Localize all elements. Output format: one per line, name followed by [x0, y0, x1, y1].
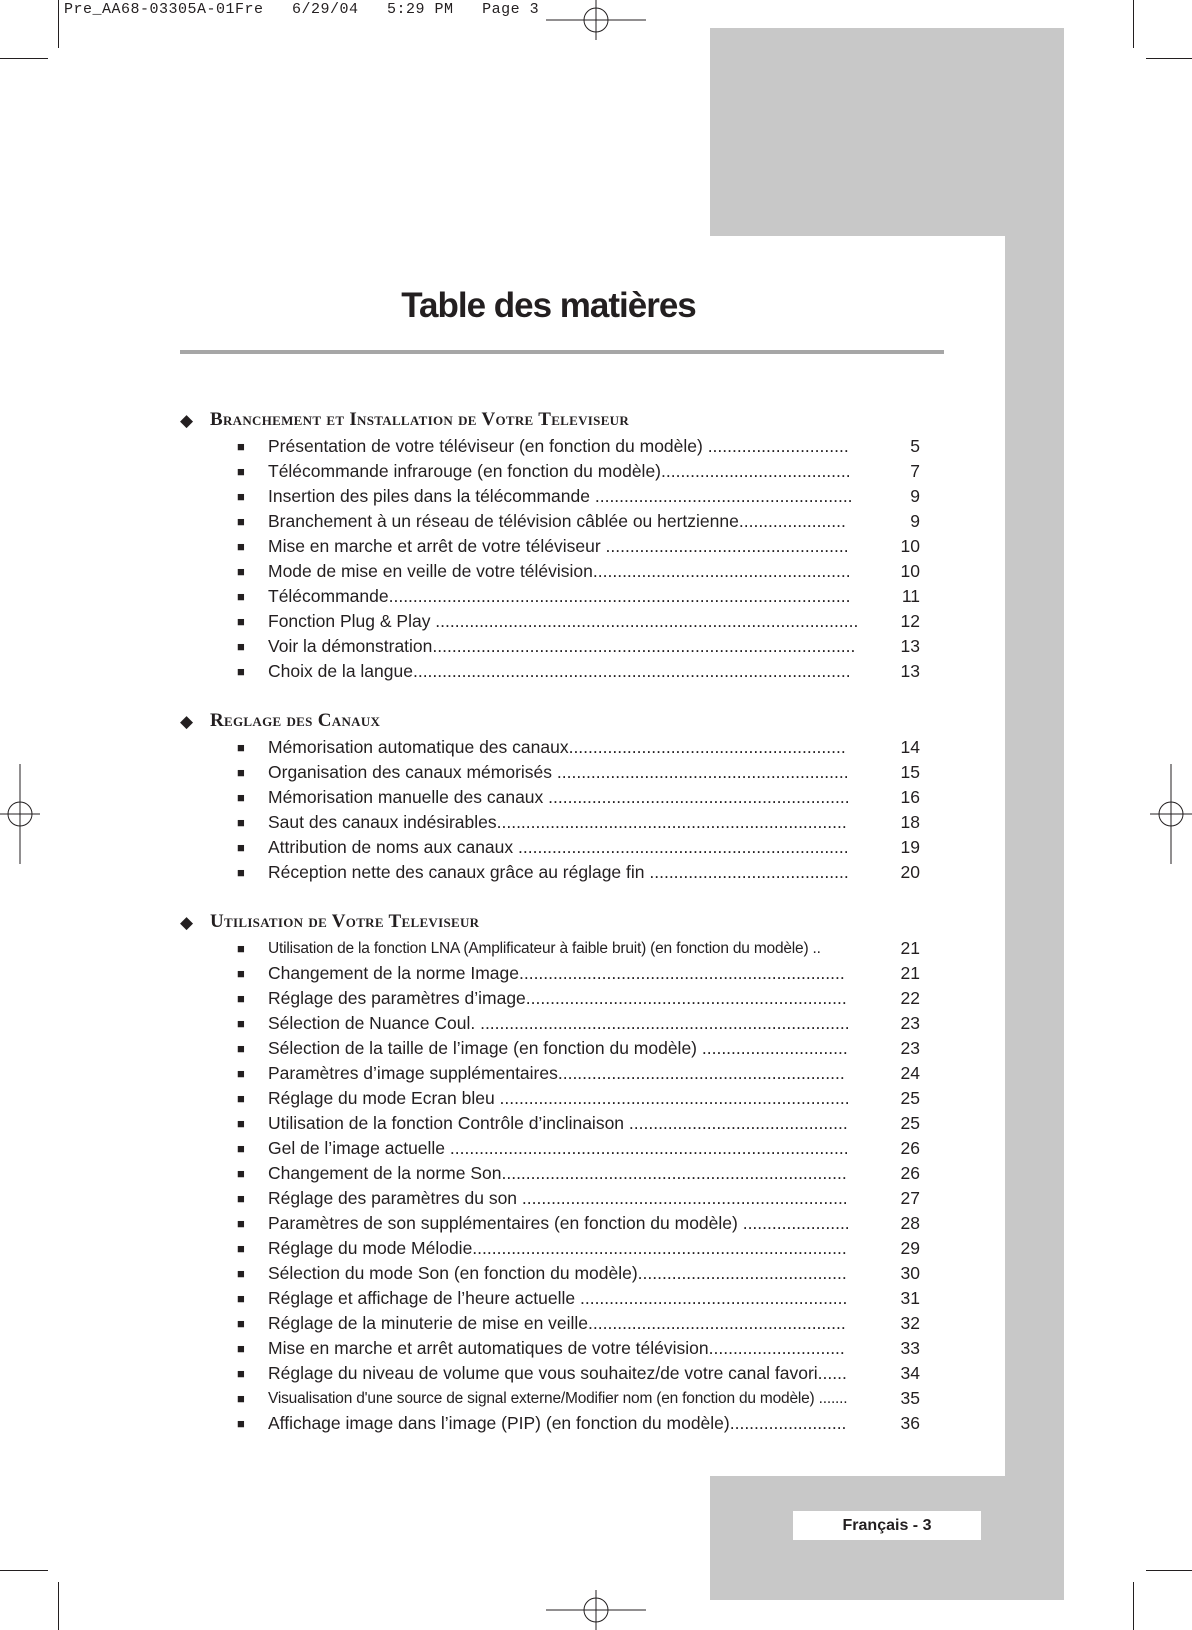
toc-entry-label: Insertion des piles dans la télécommande ..................................................... [268, 486, 853, 506]
square-bullet-icon: ■ [237, 1291, 245, 1306]
toc-entry [180, 659, 950, 684]
toc-entry-label: Utilisation de la fonction Contrôle d’inclinaison ............................................. [268, 1113, 848, 1133]
toc-entry-page: 23 [900, 1038, 920, 1058]
crop-mark [1146, 1570, 1192, 1571]
toc-entry-label: Réception nette des canaux grâce au réglage fin ......................................... [268, 862, 849, 882]
toc-entry-page: 20 [900, 862, 920, 882]
toc-entry [180, 1036, 950, 1061]
toc-section [180, 406, 950, 684]
toc-entry-page: 12 [900, 611, 920, 631]
square-bullet-icon: ■ [237, 539, 245, 554]
square-bullet-icon: ■ [237, 740, 245, 755]
crop-mark [1146, 58, 1192, 59]
section-heading-row [180, 406, 950, 434]
toc-entry-page: 26 [900, 1163, 920, 1183]
toc-entry [180, 634, 950, 659]
table-of-contents [180, 406, 950, 1459]
square-bullet-icon: ■ [237, 1041, 245, 1056]
toc-entry-page: 31 [900, 1288, 920, 1308]
toc-entry-label: Visualisation d'une source de signal externe/Modifier nom (en fonction du modèle) ....... [268, 1389, 848, 1407]
crop-mark [0, 1570, 48, 1571]
square-bullet-icon: ■ [237, 1266, 245, 1281]
square-bullet-icon: ■ [237, 865, 245, 880]
square-bullet-icon: ■ [237, 1091, 245, 1106]
gray-block-top [710, 28, 1064, 236]
section-heading: Utilisation de Votre Televiseur [210, 911, 480, 932]
toc-entry-page: 30 [900, 1263, 920, 1283]
toc-entry-label: Réglage du niveau de volume que vous souhaitez/de votre canal favori...... [268, 1363, 847, 1383]
toc-entry-label: Organisation des canaux mémorisés ............................................................ [268, 762, 849, 782]
toc-entry-label: Mise en marche et arrêt de votre téléviseur .................................................. [268, 536, 849, 556]
toc-entry [180, 1111, 950, 1136]
toc-entry-page: 33 [900, 1338, 920, 1358]
toc-entry-label: Affichage image dans l’image (PIP) (en fonction du modèle)........................ [268, 1413, 847, 1433]
toc-entry [180, 986, 950, 1011]
toc-entry-page: 28 [900, 1213, 920, 1233]
toc-entry-page: 13 [900, 661, 920, 681]
toc-entry-label: Réglage des paramètres d’image.................................................................. [268, 988, 847, 1008]
toc-entry [180, 1261, 950, 1286]
diamond-icon: ◆ [180, 711, 194, 731]
toc-entry [180, 1236, 950, 1261]
toc-entry [180, 509, 950, 534]
toc-entry-page: 32 [900, 1313, 920, 1333]
square-bullet-icon: ■ [237, 614, 245, 629]
crop-mark [58, 1582, 59, 1630]
square-bullet-icon: ■ [237, 1216, 245, 1231]
crop-mark [58, 0, 59, 48]
toc-entry-label: Réglage du mode Ecran bleu ........................................................................ [268, 1088, 850, 1108]
toc-entry [180, 810, 950, 835]
toc-entry-label: Gel de l’image actuelle .................................................................................. [268, 1138, 849, 1158]
toc-entry [180, 534, 950, 559]
toc-entry-page: 23 [900, 1013, 920, 1033]
toc-entry [180, 1086, 950, 1111]
toc-entry [180, 1136, 950, 1161]
registration-mark-icon [546, 1590, 646, 1630]
toc-entry-page: 24 [900, 1063, 920, 1083]
toc-entry-label: Mode de mise en veille de votre télévision..................................................... [268, 561, 851, 581]
square-bullet-icon: ■ [237, 1341, 245, 1356]
crop-mark [0, 58, 48, 59]
square-bullet-icon: ■ [237, 664, 245, 679]
toc-entry-label: Choix de la langue.......................................................................................... [268, 661, 851, 681]
toc-entry [180, 1186, 950, 1211]
square-bullet-icon: ■ [237, 1416, 245, 1431]
toc-entry-page: 25 [900, 1113, 920, 1133]
toc-entry [180, 760, 950, 785]
toc-entry-label: Réglage du mode Mélodie............................................................................. [268, 1238, 847, 1258]
toc-entry-page: 36 [900, 1413, 920, 1433]
section-heading: Branchement et Installation de Votre Televiseur [210, 409, 630, 430]
toc-entry-page: 10 [900, 561, 920, 581]
toc-entry-label: Sélection du mode Son (en fonction du modèle)........................................... [268, 1263, 847, 1283]
square-bullet-icon: ■ [237, 1316, 245, 1331]
toc-entry-label: Changement de la norme Son....................................................................... [268, 1163, 847, 1183]
square-bullet-icon: ■ [237, 1066, 245, 1081]
print-slug: Pre_AA68-03305A-01Fre 6/29/04 5:29 PM Page 3 [64, 1, 540, 18]
registration-mark-icon [1150, 764, 1192, 864]
toc-entry-label: Utilisation de la fonction LNA (Amplificateur à faible bruit) (en fonction du modèle) .. [268, 939, 821, 957]
toc-entry-page: 25 [900, 1088, 920, 1108]
square-bullet-icon: ■ [237, 489, 245, 504]
toc-entry-label: Télécommande............................................................................................... [268, 586, 851, 606]
toc-entry-label: Paramètres d’image supplémentaires........................................................... [268, 1063, 845, 1083]
toc-entry-page: 18 [900, 812, 920, 832]
toc-entry [180, 1286, 950, 1311]
square-bullet-icon: ■ [237, 941, 245, 956]
toc-entry-label: Mise en marche et arrêt automatiques de votre télévision............................ [268, 1338, 845, 1358]
diamond-icon: ◆ [180, 410, 194, 430]
toc-entry-page: 13 [900, 636, 920, 656]
square-bullet-icon: ■ [237, 966, 245, 981]
toc-entry-page: 21 [900, 938, 920, 958]
toc-entry-label: Branchement à un réseau de télévision câblée ou hertzienne...................... [268, 511, 846, 531]
toc-entry [180, 1011, 950, 1036]
toc-entry [180, 1311, 950, 1336]
section-heading-row [180, 908, 950, 936]
toc-entry-page: 29 [900, 1238, 920, 1258]
toc-entry-page: 5 [910, 436, 920, 456]
toc-entry-label: Changement de la norme Image................................................................... [268, 963, 845, 983]
square-bullet-icon: ■ [237, 790, 245, 805]
square-bullet-icon: ■ [237, 639, 245, 654]
diamond-icon: ◆ [180, 912, 194, 932]
toc-entry-label: Télécommande infrarouge (en fonction du modèle)....................................... [268, 461, 851, 481]
toc-entry-label: Sélection de Nuance Coul. ............................................................................ [268, 1013, 850, 1033]
toc-entry-page: 9 [910, 511, 920, 531]
toc-entry [180, 559, 950, 584]
toc-entry [180, 936, 950, 961]
toc-entry [180, 584, 950, 609]
toc-entry [180, 1361, 950, 1386]
square-bullet-icon: ■ [237, 1191, 245, 1206]
toc-entry-page: 14 [900, 737, 920, 757]
title-divider [180, 350, 944, 354]
toc-section [180, 908, 950, 1436]
registration-mark-icon [0, 764, 40, 864]
toc-entry-label: Sélection de la taille de l’image (en fonction du modèle) .............................. [268, 1038, 848, 1058]
toc-entry [180, 835, 950, 860]
square-bullet-icon: ■ [237, 1016, 245, 1031]
toc-entry-page: 27 [900, 1188, 920, 1208]
square-bullet-icon: ■ [237, 1166, 245, 1181]
toc-entry [180, 961, 950, 986]
toc-entry-label: Attribution de noms aux canaux .................................................................... [268, 837, 849, 857]
square-bullet-icon: ■ [237, 765, 245, 780]
square-bullet-icon: ■ [237, 991, 245, 1006]
square-bullet-icon: ■ [237, 1366, 245, 1381]
square-bullet-icon: ■ [237, 439, 245, 454]
toc-entry [180, 1411, 950, 1436]
toc-entry-label: Réglage et affichage de l’heure actuelle ....................................................... [268, 1288, 848, 1308]
toc-entry-page: 34 [900, 1363, 920, 1383]
toc-entry-label: Voir la démonstration....................................................................................... [268, 636, 856, 656]
crop-mark [1133, 0, 1134, 48]
toc-entry-page: 22 [900, 988, 920, 1008]
toc-entry [180, 785, 950, 810]
section-heading-row [180, 707, 950, 735]
toc-entry-page: 16 [900, 787, 920, 807]
toc-entry [180, 484, 950, 509]
toc-entry-label: Paramètres de son supplémentaires (en fonction du modèle) ...................... [268, 1213, 850, 1233]
square-bullet-icon: ■ [237, 815, 245, 830]
toc-entry-label: Réglage de la minuterie de mise en veille..................................................... [268, 1313, 846, 1333]
toc-entry-label: Présentation de votre téléviseur (en fonction du modèle) ............................. [268, 436, 849, 456]
square-bullet-icon: ■ [237, 589, 245, 604]
section-heading: Reglage des Canaux [210, 710, 381, 731]
toc-entry-page: 19 [900, 837, 920, 857]
toc-entry-page: 7 [910, 461, 920, 481]
toc-entry-page: 9 [910, 486, 920, 506]
square-bullet-icon: ■ [237, 840, 245, 855]
toc-entry-page: 26 [900, 1138, 920, 1158]
square-bullet-icon: ■ [237, 564, 245, 579]
toc-entry-label: Réglage des paramètres du son ................................................................... [268, 1188, 848, 1208]
toc-entry [180, 609, 950, 634]
square-bullet-icon: ■ [237, 514, 245, 529]
toc-entry [180, 1061, 950, 1086]
toc-entry [180, 860, 950, 885]
toc-entry-page: 35 [900, 1388, 920, 1408]
toc-entry-label: Saut des canaux indésirables........................................................................ [268, 812, 847, 832]
page-title: Table des matières [401, 286, 696, 325]
toc-entry [180, 434, 950, 459]
toc-entry [180, 1386, 950, 1411]
toc-entry-label: Mémorisation automatique des canaux......................................................... [268, 737, 846, 757]
toc-entry [180, 459, 950, 484]
toc-entry [180, 735, 950, 760]
toc-entry [180, 1161, 950, 1186]
toc-entry-page: 21 [900, 963, 920, 983]
gray-block-side [1005, 236, 1064, 1476]
crop-mark [1133, 1582, 1134, 1630]
square-bullet-icon: ■ [237, 1116, 245, 1131]
square-bullet-icon: ■ [237, 1141, 245, 1156]
toc-entry-page: 11 [901, 586, 920, 606]
square-bullet-icon: ■ [237, 1391, 245, 1406]
toc-section [180, 707, 950, 885]
square-bullet-icon: ■ [237, 1241, 245, 1256]
toc-entry-label: Fonction Plug & Play ....................................................................................... [268, 611, 859, 631]
toc-entry-page: 10 [900, 536, 920, 556]
toc-entry [180, 1336, 950, 1361]
toc-entry [180, 1211, 950, 1236]
toc-entry-label: Mémorisation manuelle des canaux .............................................................. [268, 787, 850, 807]
toc-entry-page: 15 [900, 762, 920, 782]
registration-mark-icon [546, 0, 646, 40]
page-footer: Français - 3 [793, 1511, 981, 1540]
square-bullet-icon: ■ [237, 464, 245, 479]
